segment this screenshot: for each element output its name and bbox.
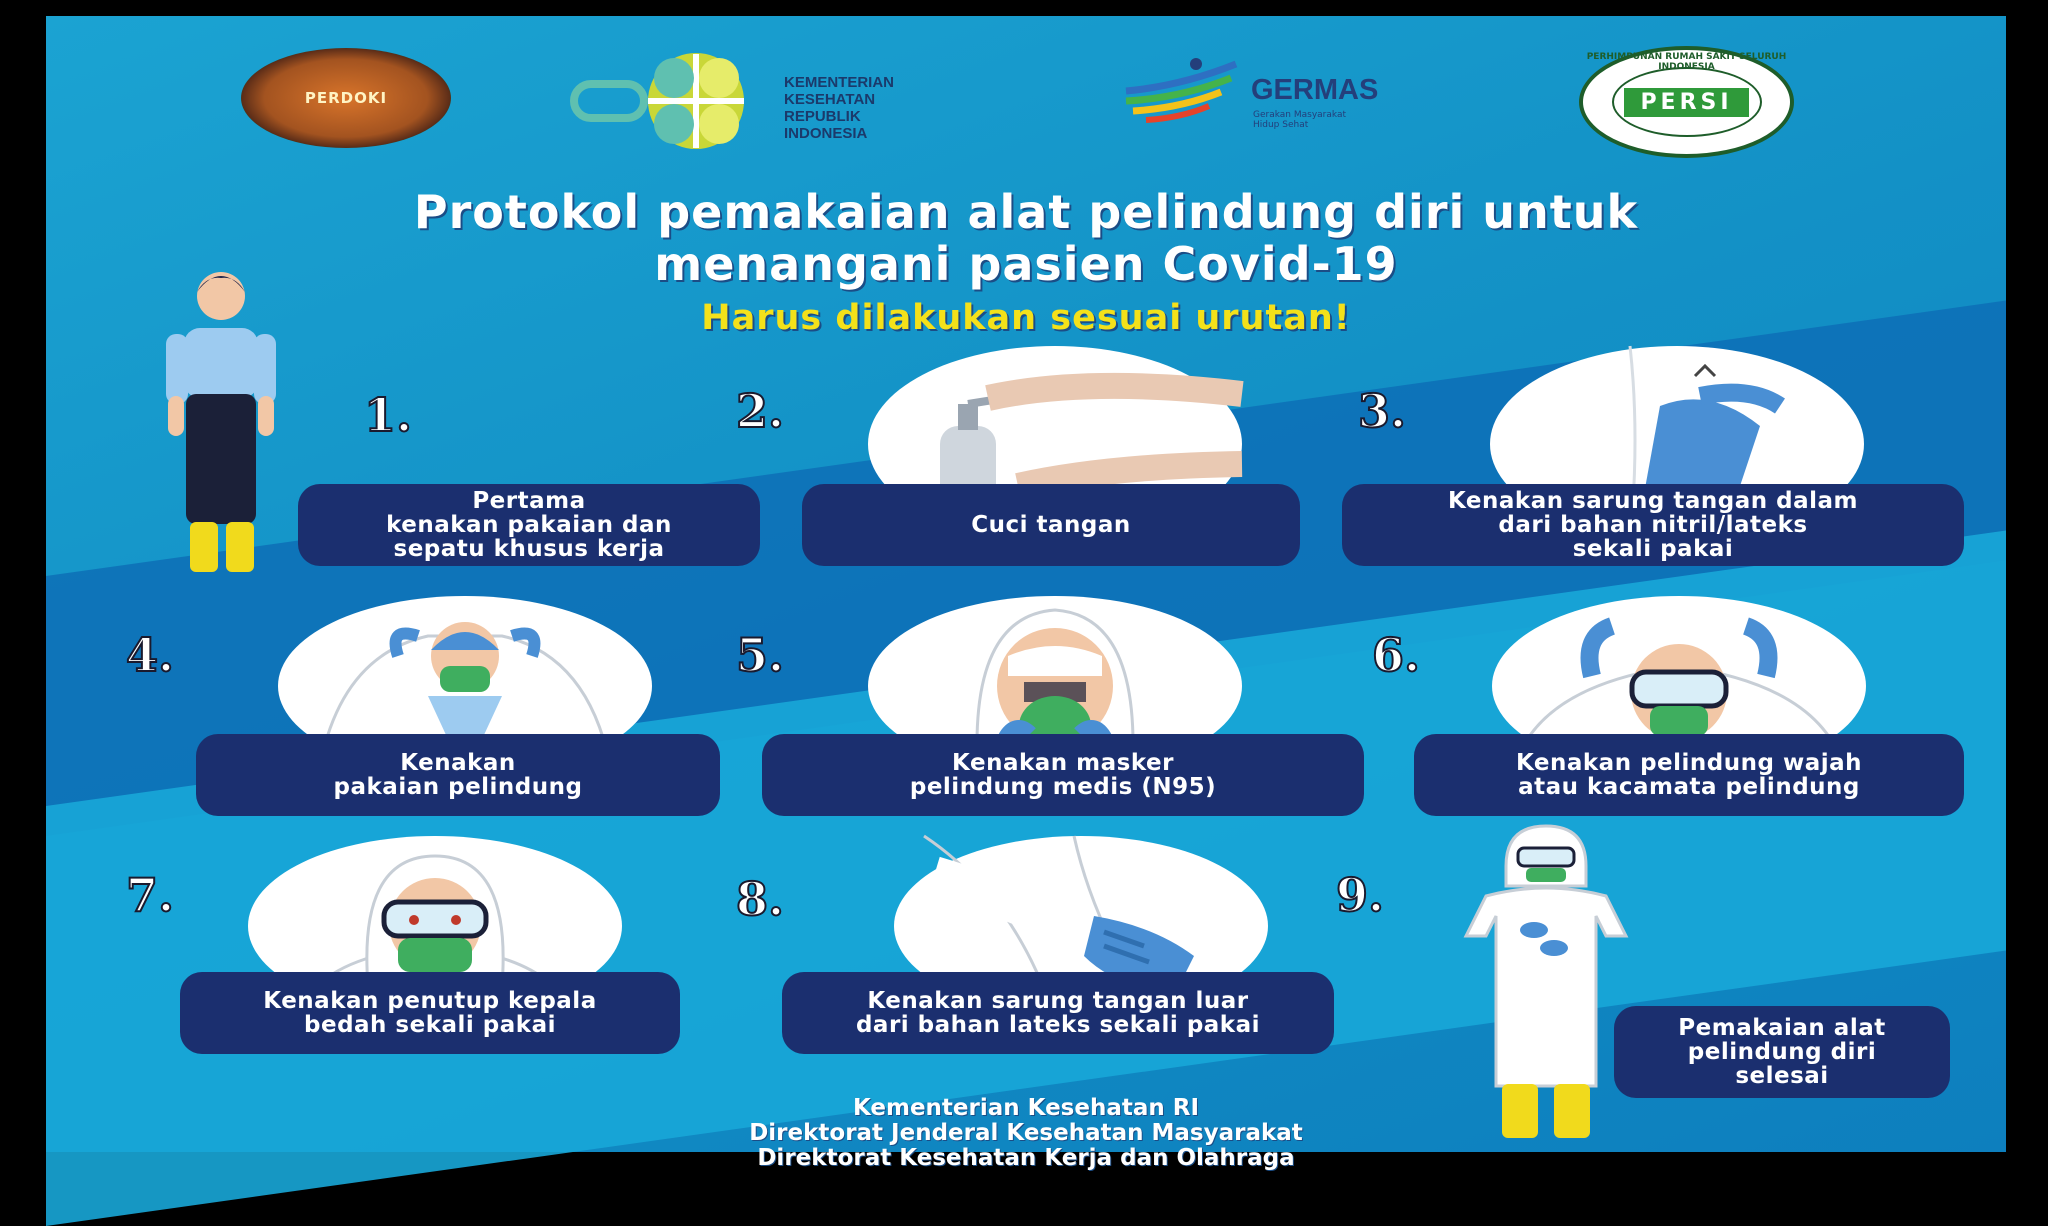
- perdoki-logo: [241, 48, 451, 148]
- step-label: Kenakan masker pelindung medis (N95): [762, 734, 1364, 816]
- step-label: Pemakaian alat pelindung diri selesai: [1614, 1006, 1950, 1098]
- germas-logo-subtext: Gerakan Masyarakat Hidup Sehat: [1253, 110, 1346, 130]
- worker-figure: [146, 266, 296, 586]
- poster-title: Protokol pemakaian alat pelindung diri untuk menangani pasien Covid-19: [413, 185, 1639, 291]
- step-label: Kenakan pakaian pelindung: [196, 734, 720, 816]
- step-label: Kenakan sarung tangan dalam dari bahan nitril/lateks sekali pakai: [1342, 484, 1964, 566]
- kemenkes-mark-icon: [574, 46, 764, 156]
- persi-cross-icon: PERSI: [1624, 88, 1748, 117]
- germas-logo-text: GERMAS: [1251, 74, 1379, 106]
- step-label: Kenakan penutup kepala bedah sekali pakai: [180, 972, 680, 1054]
- step-number: 9.: [1336, 868, 1385, 922]
- kemenkes-logo-text: KEMENTERIAN KESEHATAN REPUBLIK INDONESIA: [784, 74, 895, 142]
- step-number: 4.: [126, 628, 175, 682]
- ppe-poster: [46, 16, 2006, 1171]
- poster-footer: Kementerian Kesehatan RI Direktorat Jenderal Kesehatan Masyarakat Direktorat Kesehatan Kerja dan Olahraga: [749, 1095, 1303, 1171]
- kemenkes-logo: [574, 46, 1004, 156]
- step-number: 1.: [364, 388, 413, 442]
- step-number: 2.: [736, 384, 785, 438]
- germas-logo: [1121, 46, 1521, 146]
- step-number: 7.: [126, 868, 175, 922]
- step-label: Kenakan pelindung wajah atau kacamata pelindung: [1414, 734, 1964, 816]
- perdoki-logo-text: PERDOKI: [304, 89, 388, 107]
- step-number: 6.: [1372, 628, 1421, 682]
- step-number: 5.: [736, 628, 785, 682]
- germas-swoosh-icon: [1121, 56, 1241, 136]
- persi-inner-ring: [1612, 67, 1762, 137]
- step-label: Kenakan sarung tangan luar dari bahan lateks sekali pakai: [782, 972, 1334, 1054]
- step-number: 8.: [736, 872, 785, 926]
- persi-ring-text: PERHIMPUNAN RUMAH SAKIT SELURUH INDONESIA: [1586, 52, 1787, 72]
- step-label: Pertama kenakan pakaian dan sepatu khusus kerja: [298, 484, 760, 566]
- poster-subtitle: Harus dilakukan sesuai urutan!: [701, 298, 1351, 338]
- persi-logo: [1579, 46, 1794, 158]
- step-label: Cuci tangan: [802, 484, 1300, 566]
- step-number: 3.: [1358, 384, 1407, 438]
